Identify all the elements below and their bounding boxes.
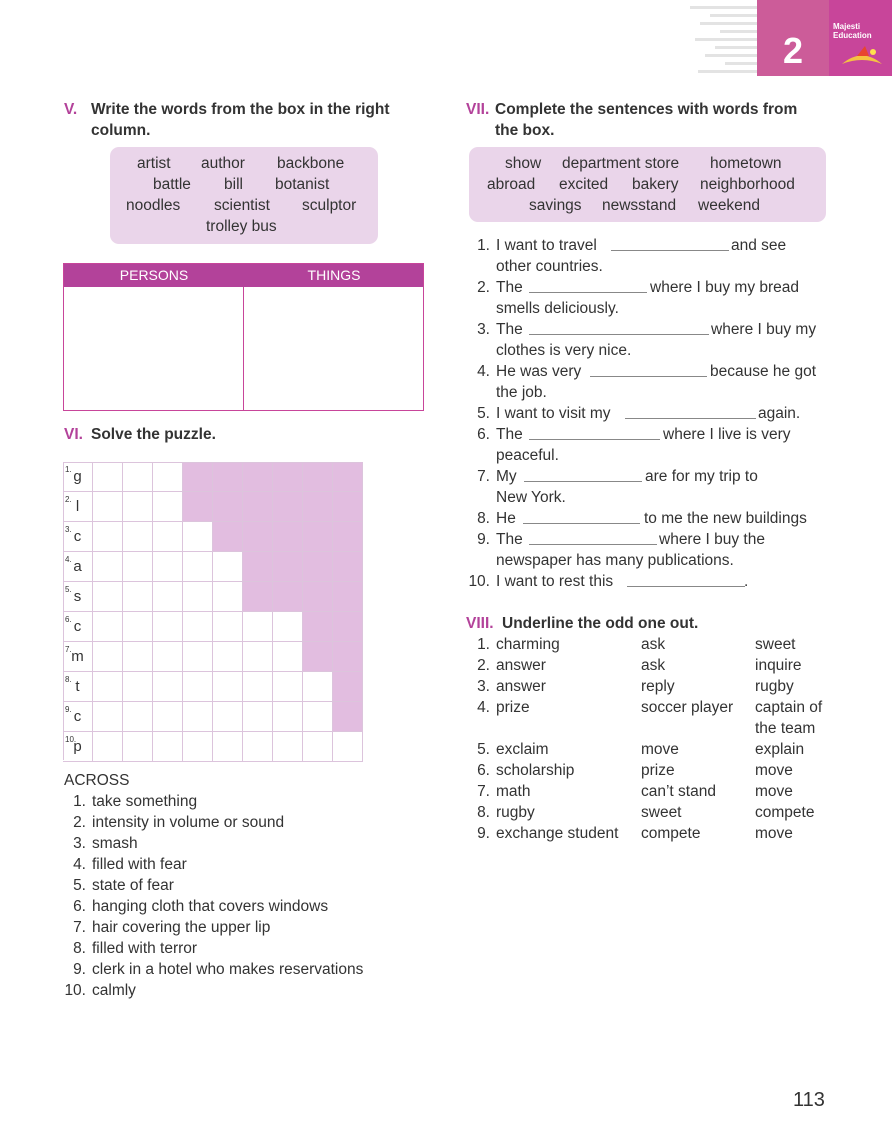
puzzle-cell xyxy=(273,492,303,522)
logo-bird-icon xyxy=(837,42,887,72)
word-option[interactable]: soccer player xyxy=(641,699,734,716)
puzzle-row-number: 4. xyxy=(65,555,72,564)
word: newsstand xyxy=(602,197,677,214)
puzzle-cell[interactable] xyxy=(303,732,333,762)
puzzle-cell[interactable] xyxy=(183,612,213,642)
row-number: 5. xyxy=(477,741,490,758)
puzzle-cell xyxy=(303,462,333,492)
puzzle-cell[interactable] xyxy=(93,552,123,582)
puzzle-start-cell[interactable] xyxy=(63,702,93,732)
puzzle-cell xyxy=(243,462,273,492)
word-option[interactable]: rugby xyxy=(496,804,535,821)
word-option[interactable]: scholarship xyxy=(496,762,575,779)
puzzle-cell xyxy=(333,612,363,642)
puzzle-cell xyxy=(273,462,303,492)
clue-number: 4. xyxy=(73,856,86,873)
puzzle-cell[interactable] xyxy=(123,582,153,612)
puzzle-cell[interactable] xyxy=(153,672,183,702)
puzzle-cell[interactable] xyxy=(123,642,153,672)
puzzle-cell[interactable] xyxy=(213,702,243,732)
clue-number: 9. xyxy=(73,961,86,978)
across-label: ACROSS xyxy=(64,772,130,789)
section-viii-heading: VIII. Underline the odd one out. xyxy=(466,615,699,632)
word-option[interactable]: can’t stand xyxy=(641,783,716,800)
puzzle-cell xyxy=(213,522,243,552)
word: abroad xyxy=(487,176,536,193)
word: department store xyxy=(562,155,680,172)
puzzle-cell[interactable] xyxy=(93,582,123,612)
clue-number: 3. xyxy=(73,835,86,852)
answer-blank[interactable] xyxy=(529,278,647,293)
word-option[interactable]: compete xyxy=(641,825,701,842)
puzzle-start-cell[interactable] xyxy=(63,732,93,762)
puzzle-cell xyxy=(243,582,273,612)
puzzle-first-letter: a xyxy=(73,558,82,575)
page-number: 113 xyxy=(793,1089,825,1111)
puzzle-cell[interactable] xyxy=(153,732,183,762)
clue-text: filled with terror xyxy=(92,940,198,957)
clue-text: calmly xyxy=(92,982,136,999)
puzzle-cell xyxy=(333,582,363,612)
word-option[interactable]: prize xyxy=(496,699,530,716)
puzzle-cell[interactable] xyxy=(153,462,183,492)
table-header xyxy=(64,264,423,287)
clue-number: 1. xyxy=(73,793,86,810)
puzzle-cell xyxy=(333,702,363,732)
puzzle-cell[interactable] xyxy=(93,732,123,762)
word: backbone xyxy=(277,155,345,172)
puzzle-cell[interactable] xyxy=(333,732,363,762)
puzzle-row-number: 1. xyxy=(65,465,72,474)
puzzle-cell[interactable] xyxy=(123,492,153,522)
puzzle-cell[interactable] xyxy=(153,702,183,732)
puzzle-first-letter: c xyxy=(73,618,82,635)
puzzle-cell[interactable] xyxy=(123,732,153,762)
puzzle-cell[interactable] xyxy=(243,672,273,702)
word-option[interactable]: math xyxy=(496,783,531,800)
puzzle-cell[interactable] xyxy=(123,522,153,552)
answer-blank[interactable] xyxy=(590,362,707,377)
puzzle-cell[interactable] xyxy=(93,522,123,552)
puzzle-start-cell[interactable] xyxy=(63,492,93,522)
word-option[interactable]: reply xyxy=(641,678,675,695)
clue-number: 2. xyxy=(73,814,86,831)
clue-text: clerk in a hotel who makes reservations xyxy=(92,961,364,978)
answer-blank[interactable] xyxy=(524,467,642,482)
puzzle-first-letter: l xyxy=(75,498,80,515)
row-number: 2. xyxy=(477,657,490,674)
clue-number: 8. xyxy=(73,940,86,957)
puzzle-cell xyxy=(333,672,363,702)
puzzle-cell[interactable] xyxy=(213,732,243,762)
puzzle-cell xyxy=(303,642,333,672)
row-number: 4. xyxy=(477,699,490,716)
word-option[interactable]: explain xyxy=(755,741,805,758)
word: show xyxy=(505,155,542,172)
puzzle-cell[interactable] xyxy=(243,612,273,642)
puzzle-first-letter: c xyxy=(73,528,82,545)
clue-text: hanging cloth that covers windows xyxy=(92,898,329,915)
answer-blank[interactable] xyxy=(529,425,660,440)
puzzle-cell[interactable] xyxy=(213,642,243,672)
puzzle-cell[interactable] xyxy=(123,672,153,702)
word-option[interactable]: captain of xyxy=(755,699,823,716)
clue-text: hair covering the upper lip xyxy=(92,919,271,936)
section-v-heading: V. Write the words from the box in the right column. xyxy=(64,101,390,139)
word-option[interactable]: answer xyxy=(496,678,546,695)
answer-blank[interactable] xyxy=(529,530,657,545)
word-option[interactable]: move xyxy=(755,825,793,842)
clue-text: intensity in volume or sound xyxy=(92,814,285,831)
puzzle-cell[interactable] xyxy=(243,702,273,732)
puzzle-cell[interactable] xyxy=(273,612,303,642)
puzzle-cell[interactable] xyxy=(273,642,303,672)
word-option[interactable]: prize xyxy=(641,762,675,779)
clue-text: take something xyxy=(92,793,198,810)
puzzle-first-letter: g xyxy=(73,468,82,485)
puzzle-row-number: 7. xyxy=(65,645,72,654)
word: trolley bus xyxy=(206,218,277,235)
word-option[interactable]: move xyxy=(755,762,793,779)
puzzle-cell xyxy=(273,582,303,612)
puzzle-cell[interactable] xyxy=(153,552,183,582)
puzzle-start-cell[interactable] xyxy=(63,552,93,582)
clue-text: filled with fear xyxy=(92,856,187,873)
puzzle-cell[interactable] xyxy=(183,582,213,612)
puzzle-cell[interactable] xyxy=(183,522,213,552)
word: sculptor xyxy=(302,197,357,214)
puzzle-first-letter: c xyxy=(73,708,82,725)
word-option[interactable]: inquire xyxy=(755,657,802,674)
word: neighborhood xyxy=(700,176,795,193)
row-number: 7. xyxy=(477,783,490,800)
word: noodles xyxy=(126,197,181,214)
answer-blank[interactable] xyxy=(523,509,640,524)
word-option[interactable]: charming xyxy=(496,636,560,653)
puzzle-cell[interactable] xyxy=(273,702,303,732)
puzzle-cell[interactable] xyxy=(183,672,213,702)
clue-text: state of fear xyxy=(92,877,174,894)
word-option[interactable]: rugby xyxy=(755,678,794,695)
puzzle-first-letter: p xyxy=(73,738,82,755)
clue-number: 7. xyxy=(73,919,86,936)
puzzle-cell xyxy=(243,522,273,552)
word: hometown xyxy=(710,155,782,172)
word-option[interactable]: exchange student xyxy=(496,825,619,842)
clue-text: smash xyxy=(92,835,138,852)
puzzle-cell[interactable] xyxy=(93,642,123,672)
puzzle-row-number: 6. xyxy=(65,615,72,624)
puzzle-cell xyxy=(243,552,273,582)
puzzle-cell[interactable] xyxy=(303,672,333,702)
puzzle-first-letter: s xyxy=(73,588,82,605)
word-option[interactable]: ask xyxy=(641,657,666,674)
puzzle-row-number: 9. xyxy=(65,705,72,714)
section-vii-heading: VII. Complete the sentences with words from the box. xyxy=(466,101,798,139)
word: weekend xyxy=(698,197,761,214)
clue-number: 6. xyxy=(73,898,86,915)
section-v-word-box xyxy=(110,147,378,244)
puzzle-cell[interactable] xyxy=(213,582,243,612)
row-number: 9. xyxy=(477,825,490,842)
puzzle-cell xyxy=(303,522,333,552)
puzzle-cell[interactable] xyxy=(123,612,153,642)
puzzle-cell[interactable] xyxy=(183,732,213,762)
puzzle-cell[interactable] xyxy=(123,702,153,732)
word: scientist xyxy=(214,197,270,214)
puzzle-cell[interactable] xyxy=(123,552,153,582)
puzzle-cell[interactable] xyxy=(213,552,243,582)
puzzle-row-number: 5. xyxy=(65,585,72,594)
puzzle-start-cell[interactable] xyxy=(63,642,93,672)
word: bakery xyxy=(632,176,679,193)
word-option[interactable]: sweet xyxy=(755,636,796,653)
section-vi-heading: VI. Solve the puzzle. xyxy=(64,426,216,443)
puzzle-cell xyxy=(183,492,213,522)
puzzle-row-number: 2. xyxy=(65,495,72,504)
puzzle-cell[interactable] xyxy=(153,642,183,672)
word-option-continued[interactable]: the team xyxy=(755,720,816,737)
answer-blank[interactable] xyxy=(529,320,709,335)
puzzle-cell[interactable] xyxy=(153,492,183,522)
row-number: 1. xyxy=(477,636,490,653)
puzzle-cell xyxy=(183,462,213,492)
clue-number: 10. xyxy=(64,982,86,999)
puzzle-cell xyxy=(333,552,363,582)
puzzle-cell[interactable] xyxy=(93,492,123,522)
puzzle-start-cell[interactable] xyxy=(63,672,93,702)
word: bill xyxy=(224,176,243,193)
puzzle-cell[interactable] xyxy=(243,732,273,762)
puzzle-start-cell[interactable] xyxy=(63,462,93,492)
puzzle-row-number: 3. xyxy=(65,525,72,534)
puzzle-cell[interactable] xyxy=(123,462,153,492)
word: excited xyxy=(559,176,609,193)
puzzle-cell[interactable] xyxy=(183,702,213,732)
publisher-logo xyxy=(829,0,892,76)
section-vii-word-box xyxy=(469,147,826,222)
answer-blank[interactable] xyxy=(625,404,756,419)
puzzle-cell[interactable] xyxy=(183,552,213,582)
word: artist xyxy=(137,155,171,172)
clue-number: 5. xyxy=(73,877,86,894)
word-option[interactable]: move xyxy=(641,741,679,758)
puzzle-cell[interactable] xyxy=(213,612,243,642)
row-number: 3. xyxy=(477,678,490,695)
word-option[interactable]: exclaim xyxy=(496,741,549,758)
puzzle-cell[interactable] xyxy=(93,672,123,702)
word-option[interactable]: ask xyxy=(641,636,666,653)
puzzle-first-letter: m xyxy=(71,648,84,665)
puzzle-cell[interactable] xyxy=(183,642,213,672)
puzzle-cell xyxy=(333,522,363,552)
row-number: 8. xyxy=(477,804,490,821)
puzzle-cell[interactable] xyxy=(273,732,303,762)
puzzle-row-number: 10. xyxy=(65,735,77,744)
puzzle-cell xyxy=(273,522,303,552)
puzzle-cell xyxy=(303,552,333,582)
puzzle-cell xyxy=(213,492,243,522)
puzzle-first-letter: t xyxy=(75,678,80,695)
word: savings xyxy=(529,197,582,214)
puzzle-cell[interactable] xyxy=(153,522,183,552)
puzzle-cell[interactable] xyxy=(93,612,123,642)
puzzle-cell[interactable] xyxy=(303,702,333,732)
word: botanist xyxy=(275,176,330,193)
puzzle-cell[interactable] xyxy=(153,612,183,642)
persons-things-table xyxy=(63,263,424,411)
puzzle-cell[interactable] xyxy=(93,462,123,492)
puzzle-cell[interactable] xyxy=(243,642,273,672)
puzzle-cell[interactable] xyxy=(153,582,183,612)
puzzle-start-cell[interactable] xyxy=(63,612,93,642)
puzzle-cell xyxy=(303,582,333,612)
word-option[interactable]: sweet xyxy=(641,804,682,821)
puzzle-cell[interactable] xyxy=(273,672,303,702)
puzzle-cell xyxy=(273,552,303,582)
column-header-things: THINGS xyxy=(307,267,361,283)
puzzle-cell xyxy=(333,462,363,492)
puzzle-cell xyxy=(303,492,333,522)
logo-text: Majesti Education xyxy=(833,22,872,40)
word-option[interactable]: compete xyxy=(755,804,815,821)
puzzle-cell xyxy=(303,612,333,642)
puzzle-cell[interactable] xyxy=(93,702,123,732)
chapter-number: 2 xyxy=(782,30,804,71)
column-header-persons: PERSONS xyxy=(119,267,189,283)
puzzle-start-cell[interactable] xyxy=(63,522,93,552)
answer-blank[interactable] xyxy=(627,572,745,587)
word-option[interactable]: move xyxy=(755,783,793,800)
word-option[interactable]: answer xyxy=(496,657,546,674)
word: author xyxy=(201,155,245,172)
chapter-number-badge xyxy=(757,0,829,76)
row-number: 6. xyxy=(477,762,490,779)
puzzle-start-cell[interactable] xyxy=(63,582,93,612)
persons-answer-area[interactable] xyxy=(64,287,243,410)
puzzle-cell xyxy=(243,492,273,522)
word: battle xyxy=(153,176,191,193)
puzzle-cell xyxy=(213,462,243,492)
answer-blank[interactable] xyxy=(611,236,729,251)
puzzle-cell xyxy=(333,642,363,672)
puzzle-row-number: 8. xyxy=(65,675,72,684)
puzzle-cell xyxy=(333,492,363,522)
things-answer-area[interactable] xyxy=(244,287,423,410)
puzzle-cell[interactable] xyxy=(213,672,243,702)
